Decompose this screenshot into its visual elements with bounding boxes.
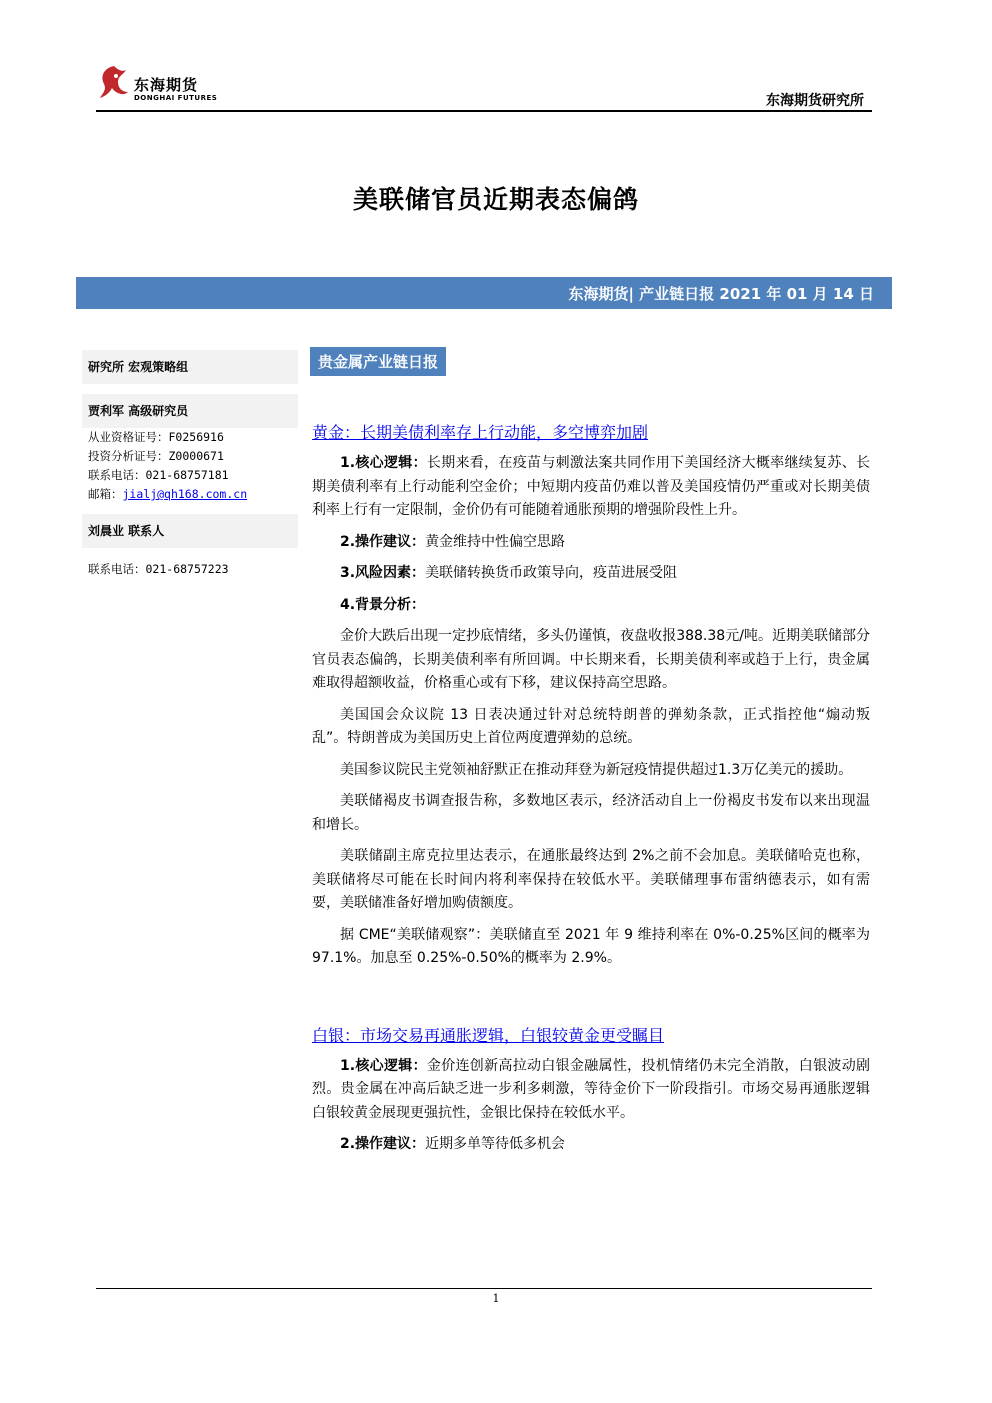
gold-risk-text: 美联储转换货币政策导向，疫苗进展受阻 (425, 565, 678, 581)
header-divider (96, 110, 872, 112)
gold-core-logic-text: 长期来看，在疫苗与刺激法案共同作用下美国经济大概率继续复苏、长期美债利率有上行动能利空金价；中短期内疫苗仍难以普及美国疫情仍严重或对长期美债利率上行有一定限制，金价仍有可能随着通胀预期的增强阶段性上升。 (312, 455, 871, 518)
author-sidebar (82, 350, 298, 579)
report-title: 美联储官员近期表态偏鸽 (352, 185, 639, 214)
analyst-email-row (82, 485, 298, 504)
gold-section-title[interactable]: 黄金：长期美债利率存上行动能，多空博弈加剧 (312, 423, 649, 442)
gold-risk-label: 3.风险因素： (340, 565, 426, 581)
gold-bg-paragraph: 金价大跌后出现一定抄底情绪，多头仍谨慎，夜盘收报388.38元/吨。近期美联储部分官员表态偏鸽，长期美债利率有所回调。中长期来看，长期美债利率或趋于上行，贵金属难取得超额收益，价格重心或有下移，建议保持高空思路。 (312, 628, 870, 691)
gold-bg-paragraph: 美联储副主席克拉里达表示，在通胀最终达到 2%之前不会加息。美联储哈克也称，美联储将尽可能在长时间内将利率保持在较低水平。美联储理事布雷纳德表示，如有需要，美联储准备好增加购债额度。 (312, 848, 870, 911)
footer-divider (96, 1288, 872, 1289)
research-group-heading: 研究所 宏观策略组 (82, 350, 298, 384)
silver-operation-label: 2.操作建议： (340, 1136, 426, 1152)
page-number: 1 (492, 1292, 500, 1305)
silver-operation-text: 近期多单等待低多机会 (425, 1136, 566, 1152)
logo-english-text: DONGHAI FUTURES (134, 94, 218, 102)
dragon-logo-icon (96, 62, 132, 102)
gold-operation-label: 2.操作建议： (340, 533, 426, 550)
banner-text: 东海期货| 产业链日报 2021 年 01 月 14 日 (568, 285, 874, 303)
silver-section-title[interactable]: 白银：市场交易再通胀逻辑，白银较黄金更受瞩目 (312, 1025, 665, 1045)
silver-core-logic-label: 1.核心逻辑： (340, 1057, 427, 1074)
qualification-number: 从业资格证号：F0256916 (88, 430, 224, 444)
institute-name: 东海期货研究所 (766, 93, 864, 109)
gold-operation-text: 黄金维持中性偏空思路 (425, 533, 566, 550)
analyst-heading: 贾利军 高级研究员 (82, 394, 298, 428)
email-link[interactable]: jialj@qh168.com.cn (122, 487, 248, 501)
gold-core-logic (312, 452, 870, 523)
contact-phone: 联系电话：021-68757223 (88, 562, 229, 576)
analysis-number: 投资分析证号：Z0000671 (88, 449, 224, 463)
gold-background-label: 4.背景分析： (340, 596, 426, 613)
gold-bg-paragraph: 美联储褐皮书调查报告称，多数地区表示，经济活动自上一份褐皮书发布以来出现温和增长。 (312, 793, 870, 833)
report-banner (76, 277, 892, 309)
contact-heading: 刘晨业 联系人 (82, 514, 298, 548)
email-label: 邮箱： (88, 487, 123, 501)
silver-core-logic-text: 金价连创新高拉动白银金融属性，投机情绪仍未完全消散，白银波动剧烈。贵金属在冲高后缺乏进一步利多刺激，等待金价下一阶段指引。市场交易再通胀逻辑白银较黄金展现更强抗性，金银比保持在较低水平。 (312, 1057, 871, 1121)
company-logo (96, 62, 236, 106)
gold-core-logic-label: 1.核心逻辑： (340, 455, 427, 471)
report-body (312, 418, 870, 1165)
analyst-phone: 联系电话：021-68757181 (88, 468, 229, 482)
silver-operation (312, 1133, 870, 1157)
gold-bg-paragraph: 美国参议院民主党领袖舒默正在推动拜登为新冠疫情提供超过1.3万亿美元的援助。 (340, 761, 853, 778)
gold-risk (312, 562, 870, 586)
logo-chinese-text: 东海期货 (134, 76, 199, 94)
gold-operation (312, 531, 870, 555)
gold-bg-paragraph: 据 CME“美联储观察”：美联储直至 2021 年 9 维持利率在 0%-0.25%区间的概率为 97.1%。加息至 0.25%-0.50%的概率为 2.9%。 (312, 926, 870, 966)
gold-bg-paragraph: 美国国会众议院 13 日表决通过针对总统特朗普的弹劾条款，正式指控他“煽动叛乱”。特朗普成为美国历史上首位两度遭弹劾的总统。 (312, 706, 870, 746)
section-tag: 贵金属产业链日报 (310, 347, 446, 376)
gold-background (312, 594, 870, 618)
page-header (96, 62, 872, 114)
silver-core-logic (312, 1055, 870, 1126)
